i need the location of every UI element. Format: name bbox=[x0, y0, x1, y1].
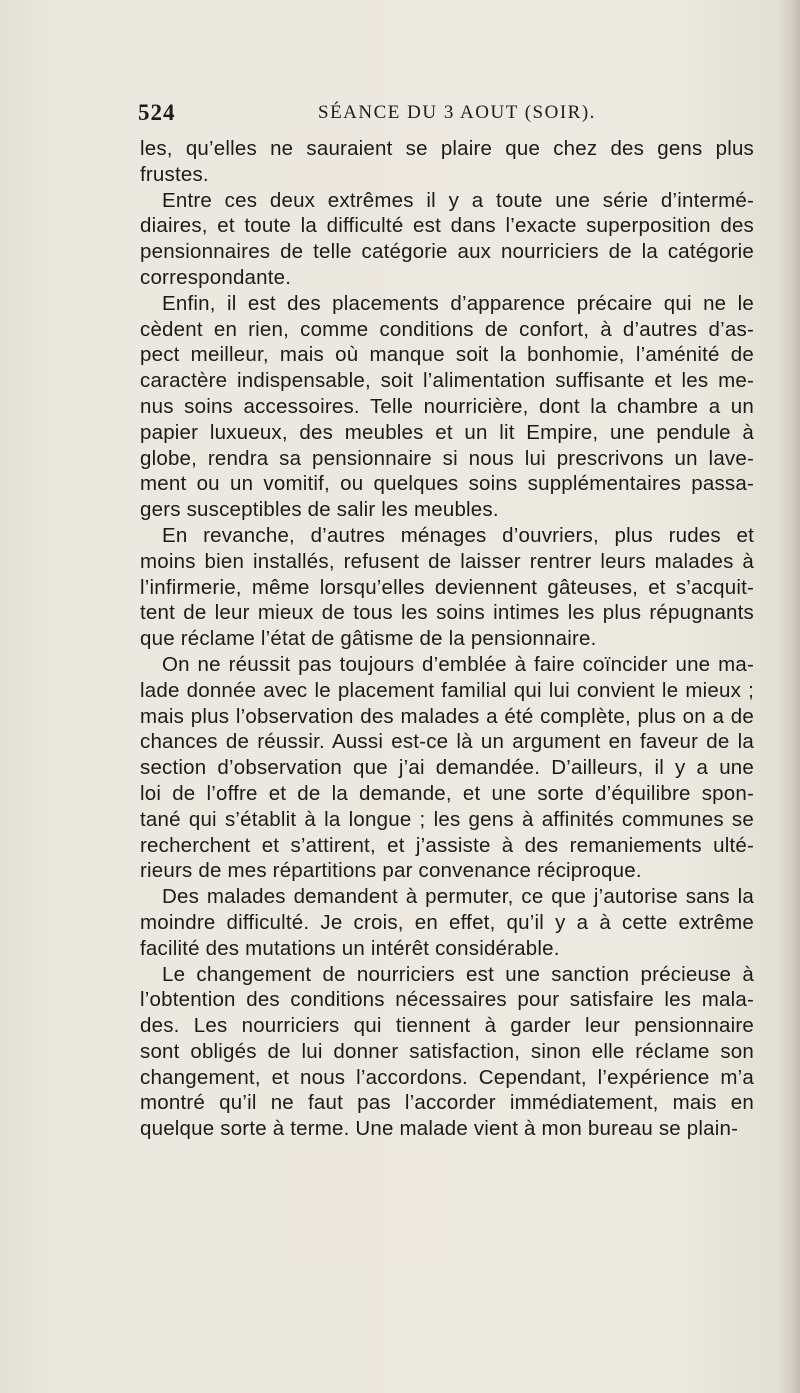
text-line: diaires, et toute la difficulté est dans l’exacte superposition des bbox=[140, 214, 754, 238]
page-header bbox=[138, 100, 758, 130]
text-line: pect meilleur, mais où manque soit la bonhomie, l’aménité de bbox=[140, 343, 754, 367]
page-number: 524 bbox=[138, 100, 176, 125]
text-line: Entre ces deux extrêmes il y a toute une série d’intermé- bbox=[162, 188, 754, 212]
text-line: lade donnée avec le placement familial qui lui convient le mieux ; bbox=[140, 678, 754, 702]
text-line: montré qu’il ne faut pas l’accorder immédiatement, mais en bbox=[140, 1091, 754, 1115]
paragraph bbox=[140, 962, 754, 1143]
text-line: section d’observation que j’ai demandée. D’ailleurs, il y a une bbox=[140, 756, 754, 780]
text-line: mais plus l’observation des malades a été complète, plus on a de bbox=[140, 704, 754, 728]
text-line: tané qui s’établit à la longue ; les gens à affinités communes se bbox=[140, 807, 754, 831]
text-line: recherchent et s’attirent, et j’assiste à des remaniements ulté- bbox=[140, 833, 754, 857]
text-line: l’obtention des conditions nécessaires pour satisfaire les mala- bbox=[140, 988, 754, 1012]
paragraph bbox=[140, 291, 754, 523]
text-line: Le changement de nourriciers est une sanction précieuse à bbox=[162, 962, 754, 986]
text-line: quelque sorte à terme. Une malade vient à mon bureau se plain- bbox=[140, 1117, 739, 1141]
text-line: moins bien installés, refusent de laisser rentrer leurs malades à bbox=[140, 549, 754, 573]
text-line: On ne réussit pas toujours d’emblée à faire coïncider une ma- bbox=[162, 652, 754, 676]
text-line: papier luxueux, des meubles et un lit Empire, une pendule à bbox=[140, 420, 754, 444]
page-edge-shadow bbox=[778, 0, 800, 1393]
text-line: chances de réussir. Aussi est-ce là un argument en faveur de la bbox=[140, 730, 754, 754]
text-line: loi de l’offre et de la demande, et une sorte d’équilibre spon- bbox=[140, 781, 754, 805]
text-line: caractère indispensable, soit l’alimentation suffisante et les me- bbox=[140, 369, 754, 393]
text-line: changement, et nous l’accordons. Cependant, l’expérience m’a bbox=[140, 1065, 754, 1089]
text-line: nus soins accessoires. Telle nourricière, dont la chambre a un bbox=[140, 394, 754, 418]
text-line: En revanche, d’autres ménages d’ouvriers, plus rudes et bbox=[162, 523, 754, 547]
paragraph bbox=[140, 652, 754, 884]
text-line: des. Les nourriciers qui tiennent à garder leur pensionnaire bbox=[140, 1014, 754, 1038]
text-line: Enfin, il est des placements d’apparence précaire qui ne le bbox=[162, 291, 754, 315]
text-line: moindre difficulté. Je crois, en effet, qu’il y a à cette extrême bbox=[140, 910, 754, 934]
body-text bbox=[140, 136, 754, 1142]
text-line: tent de leur mieux de tous les soins intimes les plus répugnants bbox=[140, 601, 754, 625]
paragraph bbox=[140, 188, 754, 291]
text-line: Des malades demandent à permuter, ce que j’autorise sans la bbox=[162, 885, 754, 909]
text-line: l’infirmerie, même lorsqu’elles deviennent gâteuses, et s’acquit- bbox=[140, 575, 754, 599]
text-line: cèdent en rien, comme conditions de confort, à d’autres d’as- bbox=[140, 317, 754, 341]
text-line: rieurs de mes répartitions par convenance réciproque. bbox=[140, 859, 642, 883]
text-line: globe, rendra sa pensionnaire si nous lui prescrivons un lave- bbox=[140, 446, 754, 470]
text-line: sont obligés de lui donner satisfaction, sinon elle réclame son bbox=[140, 1039, 754, 1063]
text-line: gers susceptibles de salir les meubles. bbox=[140, 498, 499, 522]
paragraph bbox=[140, 136, 754, 188]
text-line: ment ou un vomitif, ou quelques soins supplémentaires passa- bbox=[140, 472, 754, 496]
running-head: SÉANCE DU 3 AOUT (SOIR). bbox=[318, 102, 596, 123]
text-line: facilité des mutations un intérêt considérable. bbox=[140, 936, 560, 960]
text-line: les, qu’elles ne sauraient se plaire que chez des gens plus bbox=[140, 137, 754, 160]
text-line: correspondante. bbox=[140, 265, 292, 289]
text-line: pensionnaires de telle catégorie aux nourriciers de la catégorie bbox=[140, 240, 754, 264]
paragraph bbox=[140, 884, 754, 961]
text-line: que réclame l’état de gâtisme de la pensionnaire. bbox=[140, 627, 597, 651]
text-line: frustes. bbox=[140, 162, 209, 186]
paragraph bbox=[140, 523, 754, 652]
